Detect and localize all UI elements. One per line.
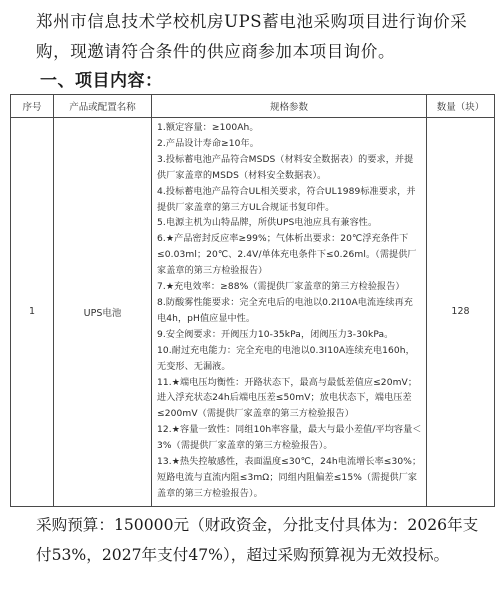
spec-item: 10.耐过充电能力：完全充电的电池以0.3I10A连续充电160h，无变形、无漏液。 [157,345,415,372]
budget-paragraph [36,510,484,570]
spec-item: 4.投标蓄电池产品符合UL相关要求，符合UL1989标准要求，并提供厂家盖章的第三方UL合规证书复印件。 [157,186,416,213]
spec-item: 12.★容量一致性：同组10h率容量，最大与最小差值/平均容量＜3%（需提供厂家盖章的第三方检验报告）。 [157,425,422,452]
header-quantity: 数量（块） [427,95,495,118]
spec-item: 11.★端电压均衡性：开路状态下，最高与最低差值应≤20mV；进入浮充状态24h后端电压差≤50mV；放电状态下，端电压差≤200mV（需提供厂家盖章的第三方检验报告） [157,377,418,420]
row-product-name: UPS电池 [54,118,152,507]
intro-paragraph [36,7,478,67]
spec-item: 9.安全阀要求：开阀压力10-35kPa，闭阀压力3-30kPa。 [157,329,394,340]
budget-text: 采购预算：150000元（财政资金，分批支付具体为：2026年支付53%，2027年支付47%），超过采购预算视为无效投标。 [36,516,479,564]
header-spec: 规格参数 [152,95,427,118]
section-heading: 一、项目内容： [40,71,163,91]
table-header-row [11,95,495,118]
spec-item: 5.电源主机为山特品牌，所供UPS电池应具有兼容性。 [157,218,378,229]
spec-item: 1.额定容量：≥100Ah。 [157,123,259,133]
intro-text: 郑州市信息技术学校机房UPS蓄电池采购项目进行询价采购，现邀请符合条件的供应商参加本项目询价。 [36,12,468,61]
spec-item: 13.★热失控敏感性，表面温度≤30℃，24h电流增长率≤30%；短路电流与直流内阻≤3mΩ；同组内阻偏差≤15%（需提供厂家盖章的第三方检验报告）。 [157,457,422,499]
spec-item: 8.防酸雾性能要求：完全充电后的电池以0.2I10A电流连续再充电4h，pH值应显中性。 [157,297,413,324]
row-quantity: 128 [427,118,495,507]
table-row [11,118,495,507]
row-no: 1 [11,118,54,507]
spec-item: 7.★充电效率：≥88%（需提供厂家盖章的第三方检验报告） [157,282,405,293]
spec-item: 3.投标蓄电池产品符合MSDS（材料安全数据表）的要求，并提供厂家盖章的MSDS（材料安全数据表）。 [157,154,414,181]
spec-item: 2.产品设计寿命≥10年。 [157,138,259,149]
header-no: 序号 [11,95,54,118]
spec-item: 6.★产品密封反应率≥99%；气体析出要求：20℃浮充条件下≤0.03ml；20℃、2.4V/单体充电条件下≤0.26ml。（需提供厂家盖章的第三方检验报告） [157,234,417,277]
procurement-table [10,94,495,507]
header-product-name: 产品或配置名称 [54,95,152,118]
row-spec-list [152,118,427,507]
